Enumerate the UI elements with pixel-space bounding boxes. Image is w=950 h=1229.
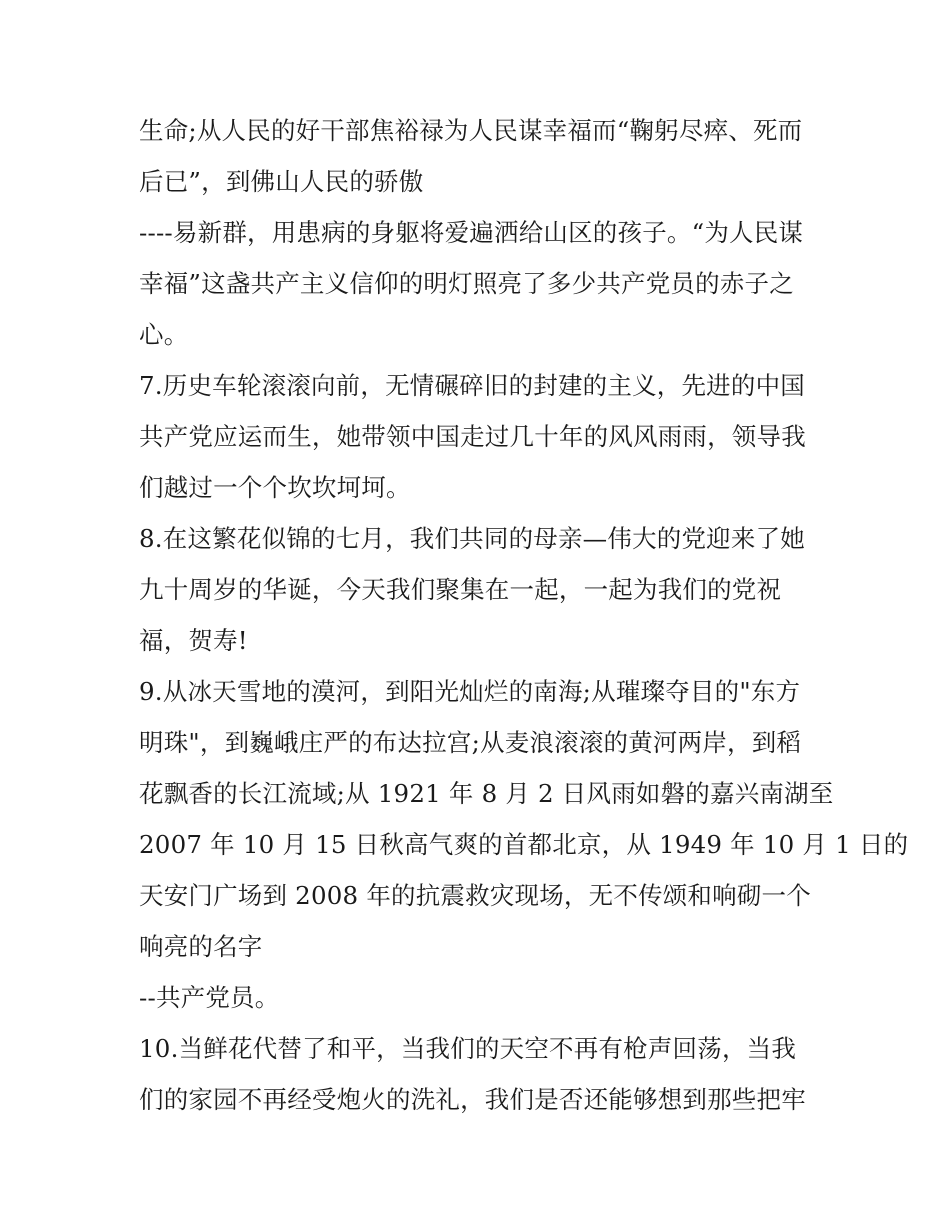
text-line-3: ----易新群，用患病的身躯将爱遍洒给山区的孩子。“为人民谋	[139, 218, 804, 247]
text-line-11: 福，贺寿!	[139, 626, 248, 655]
text-line-5: 心。	[139, 320, 189, 349]
text-line-20: 们的家园不再经受炮火的洗礼，我们是否还能够想到那些把牢	[139, 1085, 806, 1114]
text-line-14: 花飘香的长江流域;从 1921 年 8 月 2 日风雨如磐的嘉兴南湖至	[139, 779, 834, 808]
text-line-8: 们越过一个个坎坎坷坷。	[139, 473, 411, 502]
text-line-17: 响亮的名字	[139, 932, 263, 961]
text-line-12: 9.从冰天雪地的漠河，到阳光灿烂的南海;从璀璨夺目的"东方	[139, 677, 801, 706]
text-line-2: 后已”，到佛山人民的骄傲	[139, 167, 424, 196]
text-line-4: 幸福”这盏共产主义信仰的明灯照亮了多少共产党员的赤子之	[139, 269, 794, 298]
text-line-1: 生命;从人民的好干部焦裕禄为人民谋幸福而“鞠躬尽瘁、死而	[139, 116, 803, 145]
text-line-7: 共产党应运而生，她带领中国走过几十年的风风雨雨，领导我	[139, 422, 806, 451]
text-line-15: 2007 年 10 月 15 日秋高气爽的首都北京，从 1949 年 10 月 1 日的	[139, 830, 909, 859]
text-line-16: 天安门广场到 2008 年的抗震救灾现场，无不传颂和响砌一个	[139, 881, 811, 910]
text-line-19: 10.当鲜花代替了和平，当我们的天空不再有枪声回荡，当我	[139, 1034, 797, 1063]
text-line-10: 九十周岁的华诞，今天我们聚集在一起，一起为我们的党祝	[139, 575, 782, 604]
document-body	[139, 105, 909, 1125]
text-line-9: 8.在这繁花似锦的七月，我们共同的母亲—伟大的党迎来了她	[139, 524, 805, 553]
text-line-13: 明珠"，到巍峨庄严的布达拉宫;从麦浪滚滚的黄河两岸，到稻	[139, 728, 802, 757]
text-line-18: --共产党员。	[139, 983, 280, 1012]
text-line-6: 7.历史车轮滚滚向前，无情碾碎旧的封建的主义，先进的中国	[139, 371, 805, 400]
